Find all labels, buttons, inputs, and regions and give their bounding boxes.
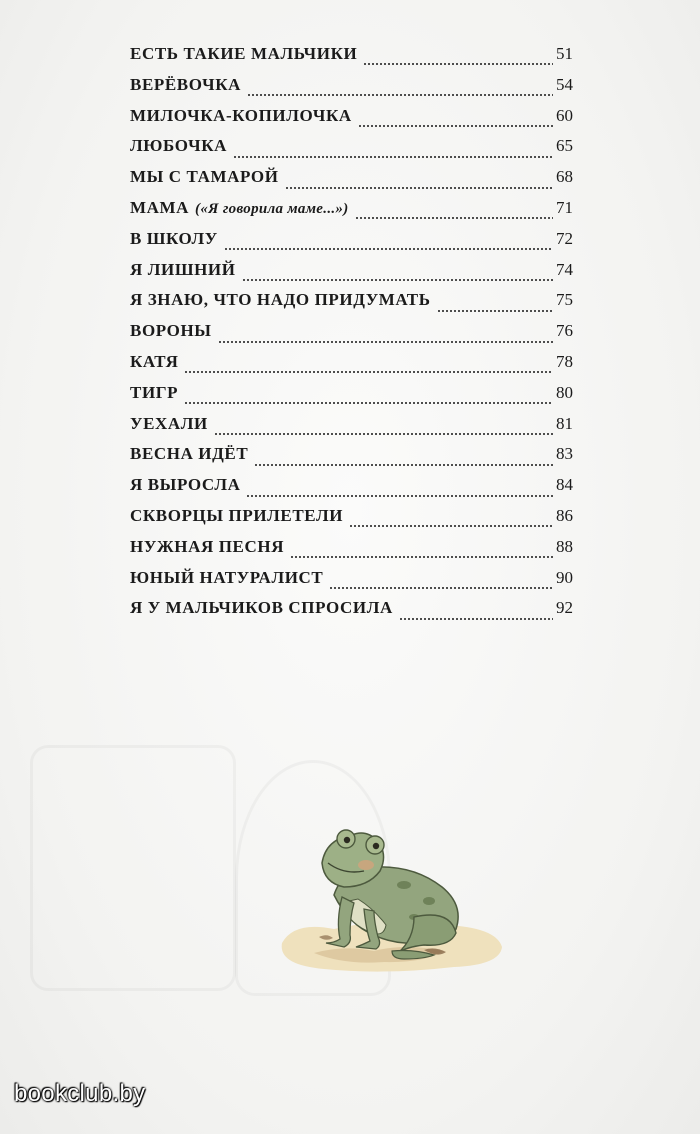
toc-entry: [130, 136, 573, 167]
toc-entry-title: [130, 537, 284, 557]
toc-entry-title: [130, 290, 431, 310]
dot-leader: [329, 586, 553, 590]
toc-entry-title-text: ЮНЫЙ НАТУРАЛИСТ: [130, 567, 324, 587]
toc-entry-title: [130, 136, 227, 156]
dot-leader: [184, 370, 553, 374]
toc-entry: [130, 475, 573, 506]
dot-leader: [358, 124, 553, 128]
toc-entry-title: [130, 75, 241, 95]
toc-page-number: 80: [556, 382, 573, 402]
dot-leader: [246, 494, 553, 498]
toc-entry-title: [130, 598, 393, 618]
toc-entry-title: [130, 167, 279, 187]
dot-leader: [224, 247, 553, 251]
dot-leader: [399, 617, 553, 621]
dot-leader: [254, 463, 553, 467]
toc-entry: [130, 383, 573, 414]
toc-page-number: 74: [556, 259, 573, 279]
toc-entry-title: [130, 568, 323, 588]
toc-page-number: 54: [556, 74, 573, 94]
dot-leader: [184, 401, 553, 405]
toc-entry-title: [130, 444, 248, 464]
toc-entry: [130, 167, 573, 198]
toc-page-number: 65: [556, 136, 573, 156]
toc-entry-title: [130, 414, 208, 434]
toc-entry-title-text: ЕСТЬ ТАКИЕ МАЛЬЧИКИ: [130, 44, 358, 63]
toc-entry-title: [130, 506, 343, 526]
toc-entry: [130, 229, 573, 260]
frog-illustration: [274, 825, 506, 975]
dot-leader: [437, 309, 553, 313]
toc-entry-title-text: В ШКОЛУ: [130, 228, 218, 248]
dot-leader: [242, 278, 553, 282]
toc-entry: [130, 598, 573, 629]
toc-entry-title: [130, 321, 212, 341]
toc-entry: [130, 352, 573, 383]
toc-page-number: 76: [556, 321, 573, 341]
toc-entry-title-text: ВОРОНЫ: [130, 321, 212, 341]
toc-page-number: 81: [556, 413, 573, 433]
toc-page-number: 51: [556, 44, 573, 63]
toc-entry: [130, 568, 573, 599]
toc-entry-title-text: ЛЮБОЧКА: [130, 136, 228, 156]
toc-entry-title-text: МЫ С ТАМАРОЙ: [130, 167, 279, 187]
toc-entry-title-text: Я ЛИШНИЙ: [130, 259, 236, 279]
toc-entry-title-text: Я У МАЛЬЧИКОВ СПРОСИЛА: [130, 598, 393, 618]
toc-entry-title-text: НУЖНАЯ ПЕСНЯ: [130, 536, 285, 556]
toc-page-number: 92: [556, 598, 573, 618]
toc-entry-title-text: УЕХАЛИ: [130, 413, 208, 433]
toc-entry-title: [130, 229, 218, 249]
toc-page-number: 90: [556, 567, 573, 587]
toc-entry-title-text: ВЕРЁВОЧКА: [130, 74, 242, 94]
toc-entry: [130, 44, 573, 75]
toc-entry-subtitle: («Я говорила маме...»): [195, 200, 349, 217]
toc-entry-title: [130, 475, 240, 495]
dot-leader: [233, 155, 553, 159]
toc-page-number: 83: [556, 444, 573, 464]
toc-page-number: 84: [556, 475, 573, 495]
dot-leader: [349, 524, 553, 528]
dot-leader: [214, 432, 553, 436]
toc-entry-title: [130, 383, 178, 403]
toc-entry-title: [130, 260, 236, 280]
dot-leader: [285, 186, 553, 190]
toc-page-number: 86: [556, 505, 573, 525]
toc-entry-title-text: Я ЗНАЮ, ЧТО НАДО ПРИДУМАТЬ: [130, 290, 431, 310]
toc-entry-title-text: Я ВЫРОСЛА: [130, 475, 241, 495]
bleed-through-mark: [30, 745, 236, 991]
dot-leader: [218, 340, 553, 344]
toc-entry: [130, 198, 573, 229]
dot-leader: [363, 62, 553, 66]
toc-entry: [130, 444, 573, 475]
toc-page-number: 75: [556, 290, 573, 310]
toc-entry-title-text: КАТЯ: [130, 351, 179, 371]
toc-page-number: 71: [556, 197, 573, 217]
watermark: bookclub.by: [14, 1080, 146, 1107]
toc-page-number: 60: [556, 105, 573, 125]
toc-entry-title-text: СКВОРЦЫ ПРИЛЕТЕЛИ: [130, 505, 344, 525]
toc-entry: [130, 506, 573, 537]
toc-entry: [130, 75, 573, 106]
toc-entry-title: [130, 106, 352, 126]
toc-entry-title: [130, 198, 349, 218]
toc-entry-title-text: МИЛОЧКА-КОПИЛОЧКА: [130, 105, 352, 125]
toc-entry-title-text: ТИГР: [130, 382, 179, 402]
toc-entry: [130, 321, 573, 352]
toc-page-number: 88: [556, 536, 573, 556]
toc-entry-title: [130, 44, 357, 64]
toc-entry-title-text: МАМА: [130, 197, 190, 217]
toc-page-number: 78: [556, 351, 573, 371]
dot-leader: [290, 555, 553, 559]
toc-page-number: 72: [556, 228, 573, 248]
toc-entry: [130, 260, 573, 291]
toc-page-number: 68: [556, 167, 573, 187]
toc-entry-title-text: ВЕСНА ИДЁТ: [130, 444, 249, 464]
dot-leader: [355, 216, 553, 220]
toc-entry: [130, 106, 573, 137]
dot-leader: [247, 93, 553, 97]
toc-entry: [130, 290, 573, 321]
toc-entry: [130, 537, 573, 568]
table-of-contents: [130, 44, 573, 629]
toc-entry-title: [130, 352, 178, 372]
toc-entry: [130, 414, 573, 445]
